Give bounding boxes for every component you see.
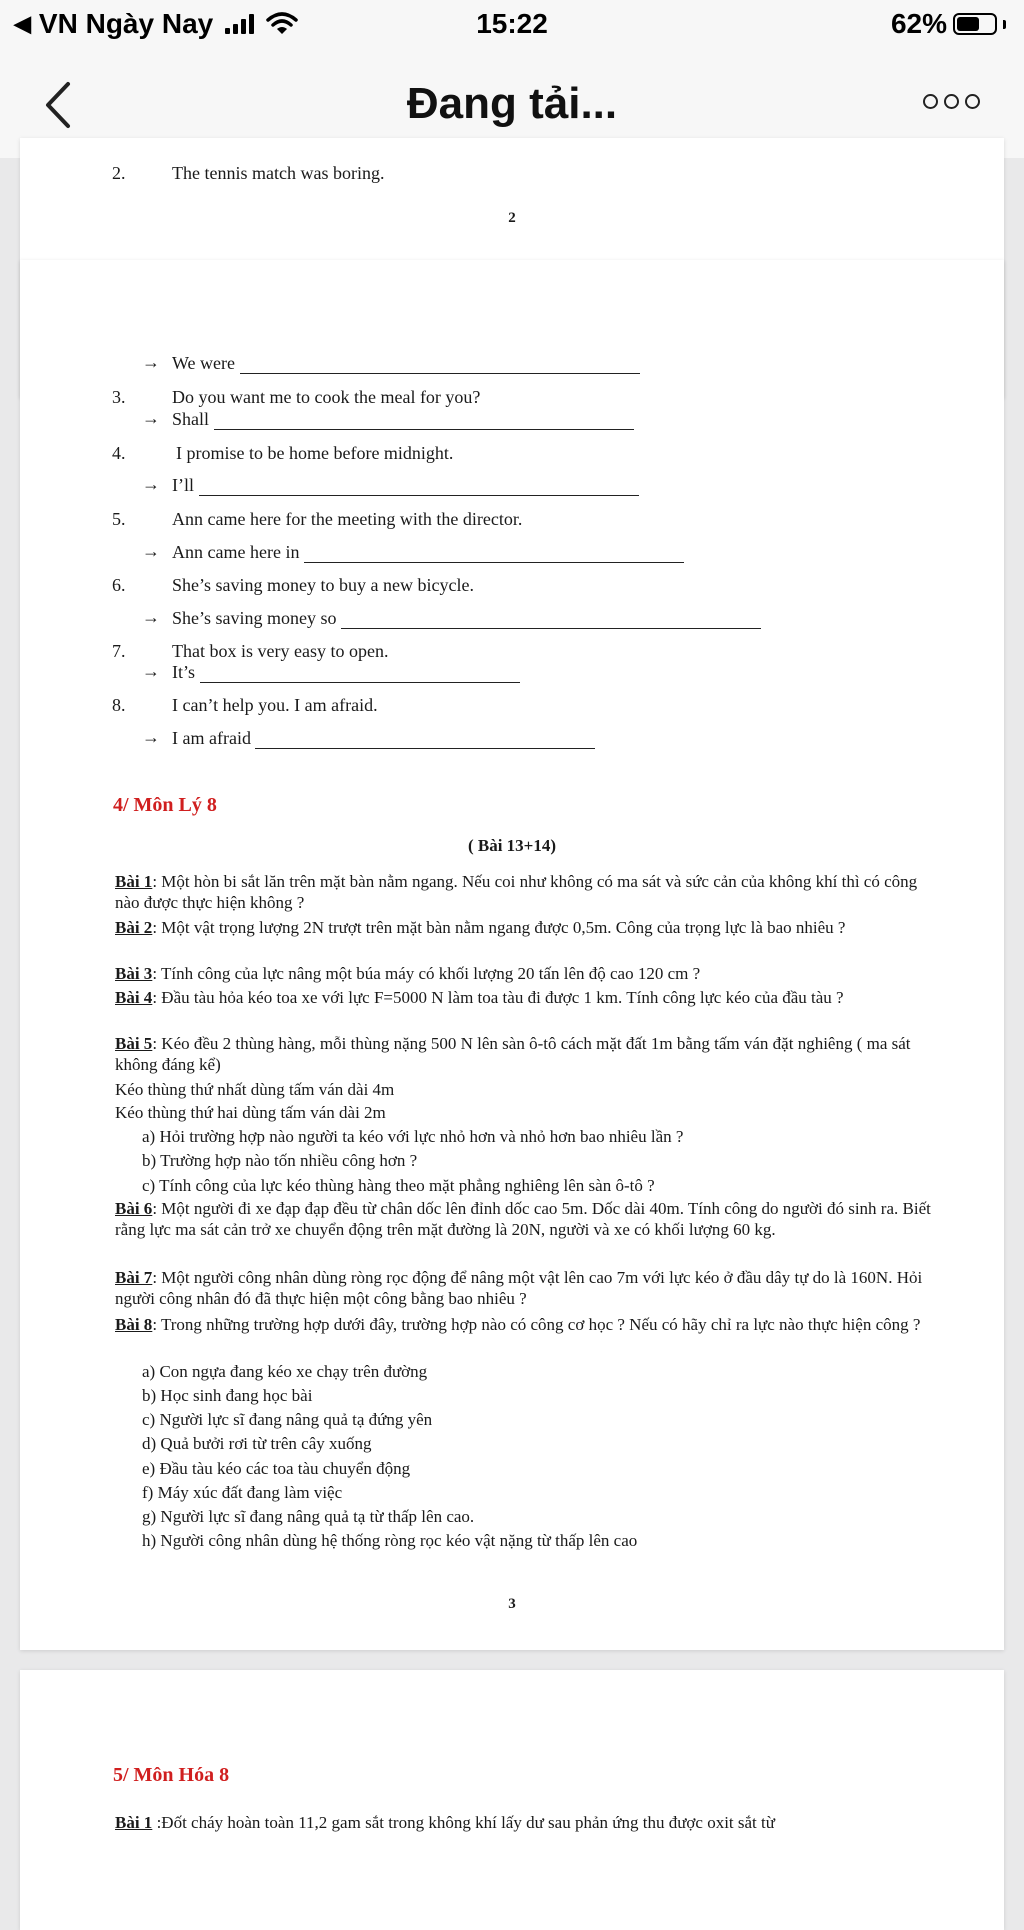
item-question: The tennis match was boring.: [172, 163, 385, 183]
clock: 15:22: [476, 8, 548, 39]
item-question: Do you want me to cook the meal for you?: [172, 387, 481, 407]
item-question: I promise to be home before midnight.: [176, 443, 454, 463]
document-page-3: [20, 260, 1004, 1650]
carrier-name: VN Ngày Nay: [38, 8, 214, 39]
physics-exercise-5: Bài 5: Kéo đều 2 thùng hàng, mỗi thùng nặng 500 N lên sàn ô-tô cách mặt đất 1m bằng tấm ván đặt nghiêng ( ma sát không đáng kể): [115, 1034, 911, 1074]
exercise-8-option-h: h) Người công nhân dùng hệ thống ròng rọc kéo vật nặng từ thấp lên cao: [142, 1531, 638, 1550]
item-question: I can’t help you. I am afraid.: [172, 695, 378, 715]
answer-line: I’ll: [172, 474, 639, 496]
document-viewer[interactable]: [0, 158, 1024, 1832]
answer-line: Ann came here in: [172, 541, 684, 563]
arrow-icon: →: [142, 408, 160, 428]
exercise-8-option-d: d) Quả bưởi rơi từ trên cây xuống: [142, 1434, 372, 1453]
item-number: 7.: [112, 641, 126, 661]
exercise-5-option-b: b) Trường hợp nào tốn nhiều công hơn ?: [142, 1151, 418, 1170]
item-question: Ann came here for the meeting with the director.: [172, 509, 523, 529]
physics-exercise-1: Bài 1: Một hòn bi sắt lăn trên mặt bàn nằm ngang. Nếu coi như không có ma sát và sức cản của không khí thì có công nào được thực hiện không ?: [115, 872, 918, 912]
physics-exercise-2: Bài 2: Một vật trọng lượng 2N trượt trên mặt bàn nằm ngang được 0,5m. Công của trọng lực là bao nhiêu ?: [115, 918, 846, 937]
exercise-5-option-a: a) Hỏi trường hợp nào người ta kéo với lực nhỏ hơn và nhỏ hơn bao nhiêu lần ?: [142, 1127, 684, 1146]
status-right: [891, 8, 1006, 40]
exercise-8-option-e: e) Đầu tàu kéo các toa tàu chuyển động: [142, 1459, 411, 1478]
battery-tip: [1003, 20, 1006, 29]
physics-exercise-7: Bài 7: Một người công nhân dùng ròng rọc động để nâng một vật lên cao 7m với lực kéo ở đầu dây tự do là 160N. Hỏi người công nhân đó đã thực hiện một công bằng bao nhiêu ?: [115, 1268, 923, 1308]
exercise-8-option-c: c) Người lực sĩ đang nâng quả tạ đứng yên: [142, 1410, 433, 1429]
battery-percent: 62%: [890, 8, 947, 39]
exercise-8-option-a: a) Con ngựa đang kéo xe chạy trên đường: [142, 1362, 428, 1381]
answer-line: It’s: [172, 661, 520, 683]
physics-heading: 4/ Môn Lý 8: [113, 794, 217, 816]
battery-fill: [957, 17, 979, 31]
item-number: 3.: [112, 387, 126, 407]
answer-line: Shall: [172, 408, 634, 430]
item-number: 5.: [112, 509, 126, 529]
item-number: 6.: [112, 575, 126, 595]
exercise-5-line-1: Kéo thùng thứ nhất dùng tấm ván dài 4m: [115, 1080, 395, 1099]
answer-line: She’s saving money so: [172, 607, 761, 629]
battery-icon: [953, 13, 997, 35]
exercise-8-option-b: b) Học sinh đang học bài: [142, 1386, 313, 1405]
arrow-icon: →: [142, 474, 160, 494]
exercise-8-option-g: g) Người lực sĩ đang nâng quả tạ từ thấp lên cao.: [142, 1507, 475, 1526]
chemistry-exercise-1: Bài 1 :Đốt cháy hoàn toàn 11,2 gam sắt trong không khí lấy dư sau phản ứng thu được oxit sắt từ: [115, 1813, 775, 1832]
item-number: 8.: [112, 695, 126, 715]
physics-exercise-4: Bài 4: Đầu tàu hỏa kéo toa xe với lực F=5000 N làm toa tàu đi được 1 km. Tính công lực kéo của đầu tàu ?: [115, 988, 844, 1007]
arrow-icon: →: [142, 661, 160, 681]
back-to-app-button[interactable]: ◀: [14, 11, 31, 36]
document-page-4: [20, 1670, 1004, 1930]
answer-line: I am afraid: [172, 727, 595, 749]
item-number: 4.: [112, 443, 126, 463]
page-number: 2: [508, 210, 516, 226]
page-title: Đang tải...: [406, 79, 618, 128]
arrow-icon: →: [142, 607, 160, 627]
exercise-5-option-c: c) Tính công của lực kéo thùng hàng theo mặt phẳng nghiêng lên sàn ô-tô ?: [142, 1176, 655, 1195]
page-number: 3: [508, 1596, 516, 1612]
exercise-8-option-f: f) Máy xúc đất đang làm việc: [142, 1483, 343, 1502]
arrow-icon: →: [142, 541, 160, 561]
physics-exercise-3: Bài 3: Tính công của lực nâng một búa máy có khối lượng 20 tấn lên độ cao 120 cm ?: [115, 964, 701, 983]
answer-line: We were: [172, 352, 640, 374]
item-question: She’s saving money to buy a new bicycle.: [172, 575, 474, 595]
physics-exercise-8: Bài 8: Trong những trường hợp dưới đây, trường hợp nào có công cơ học ? Nếu có hãy chỉ ra lực nào thực hiện công ?: [115, 1315, 921, 1334]
physics-subtitle: ( Bài 13+14): [467, 836, 557, 855]
chemistry-heading: 5/ Môn Hóa 8: [113, 1764, 230, 1786]
more-options-icon[interactable]: [923, 94, 980, 109]
item-question: That box is very easy to open.: [172, 641, 389, 661]
physics-exercise-6: Bài 6: Một người đi xe đạp đạp đều từ chân dốc lên đỉnh dốc cao 5m. Dốc dài 40m. Tính công do người đó sinh ra. Biết rằng lực ma sát cản trở xe chuyển động trên mặt đường là 20N, người và xe có khối lượng 60 kg.: [115, 1199, 931, 1239]
exercise-5-line-2: Kéo thùng thứ hai dùng tấm ván dài 2m: [115, 1103, 386, 1122]
status-bar: [0, 0, 1024, 52]
item-number: 2.: [112, 163, 126, 183]
arrow-icon: →: [142, 352, 160, 372]
arrow-icon: →: [142, 727, 160, 747]
